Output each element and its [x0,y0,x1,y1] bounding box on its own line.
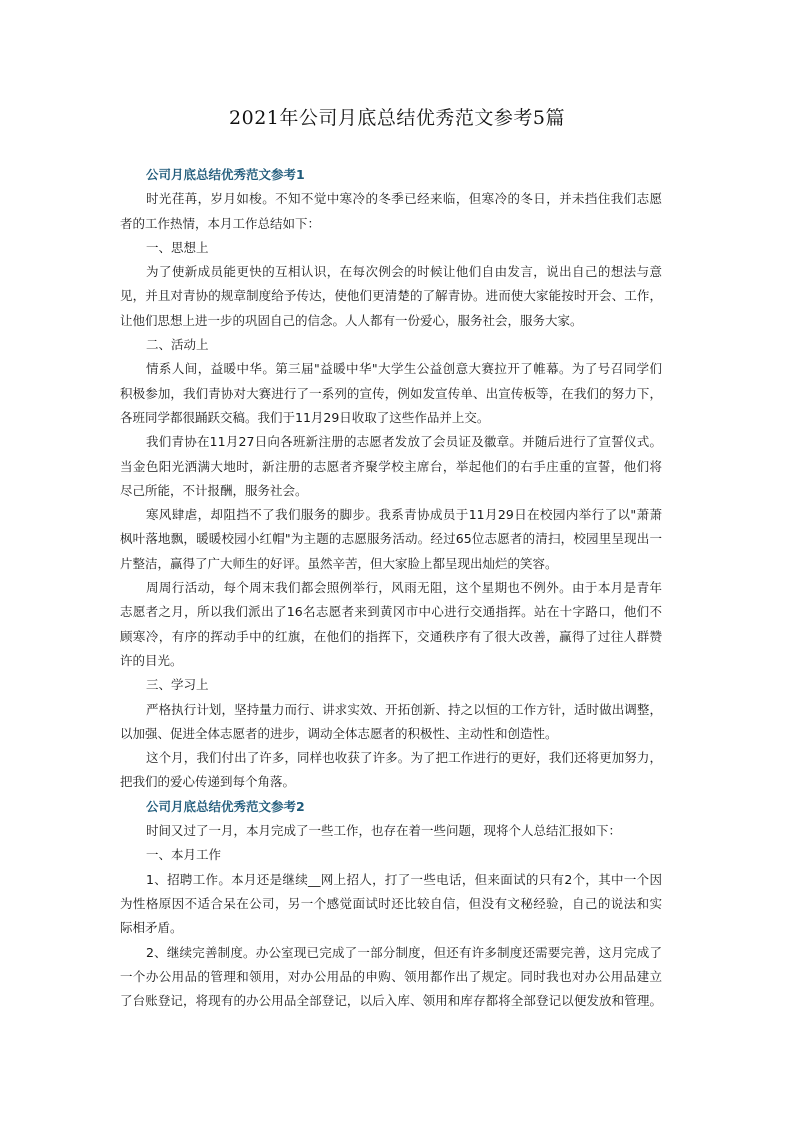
paragraph-line: 严格执行计划，坚持量力而行、讲求实效、开拓创新、持之以恒的工作方针，适时做出调整， [146,701,662,717]
paragraph-line: 当金色阳光洒满大地时，新注册的志愿者齐聚学校主席台，举起他们的右手庄重的宣誓，他们将 [120,458,662,474]
document-body [120,163,662,1013]
paragraph-line: 以加强、促进全体志愿者的进步，调动全体志愿者的积极性、主动性和创造性。 [120,725,558,741]
paragraph-line: 把我们的爱心传递到每个角落。 [120,774,296,790]
paragraph-line: 积极参加，我们青协对大赛进行了一系列的宣传，例如发宣传单、出宣传板等，在我们的努力下， [120,385,662,401]
paragraph-line: 见，并且对青协的规章制度给予传达，使他们更清楚的了解青协。进而使大家能按时开会、工作， [120,288,662,304]
section-heading: 公司月底总结优秀范文参考1 [146,167,305,182]
paragraph-line: 寒风肆虐，却阻挡不了我们服务的脚步。我系青协成员于11月29日在校园内举行了以"萧萧 [146,507,662,523]
paragraph-line: 时间又过了一月，本月完成了一些工作，也存在着一些问题，现将个人总结汇报如下： [146,823,622,839]
paragraph-line: 尽己所能，不计报酬，服务社会。 [120,482,308,498]
paragraph-line: 者的工作热情，本月工作总结如下： [120,215,321,231]
paragraph-line: 周周行活动，每个周末我们都会照例举行，风雨无阻，这个星期也不例外。由于本月是青年 [146,580,662,596]
paragraph-line: 为了使新成员能更快的互相认识，在每次例会的时候让他们自由发言，说出自己的想法与意 [146,264,662,280]
paragraph-line: 各班同学都很踊跃交稿。我们于11月29日收取了这些作品并上交。 [120,409,490,425]
document-title: 2021年公司月底总结优秀范文参考5篇 [229,107,565,129]
paragraph-line: 一、思想上 [146,239,209,255]
paragraph-line: 枫叶落地飘，暖暖校园小红帽"为主题的志愿服务活动。经过65位志愿者的清扫，校园里呈现出一 [120,531,662,547]
paragraph-line: 让他们思想上进一步的巩固自己的信念。人人都有一份爱心，服务社会，服务大家。 [120,312,583,328]
paragraph-line: 许的目光。 [120,652,183,668]
paragraph-line: 这个月，我们付出了许多，同样也收获了许多。为了把工作进行的更好，我们还将更加努力， [146,750,662,766]
paragraph-line: 片整洁，赢得了广大师生的好评。虽然辛苦，但大家脸上都呈现出灿烂的笑容。 [120,555,558,571]
paragraph-line: 一、本月工作 [146,847,222,863]
paragraph-line: 我们青协在11月27日向各班新注册的志愿者发放了会员证及徽章。并随后进行了宣誓仪式。 [146,434,662,450]
paragraph-line: 为性格原因不适合呆在公司，另一个感觉面试时还比较自信，但没有文秘经验，自己的说法和实 [120,895,662,911]
section-heading: 公司月底总结优秀范文参考2 [146,798,305,814]
paragraph-line: 2、继续完善制度。办公室现已完成了一部分制度，但还有许多制度还需要完善，这月完成了 [146,944,662,960]
paragraph-line: 三、学习上 [146,677,209,693]
paragraph-line: 时光荏苒，岁月如梭。不知不觉中寒冷的冬季已经来临，但寒冷的冬日，并未挡住我们志愿 [146,191,662,207]
paragraph-line: 顾寒冷，有序的挥动手中的红旗，在他们的指挥下，交通秩序有了很大改善，赢得了过往人群赞 [120,628,662,644]
paragraph-line: 了台账登记，将现有的办公用品全部登记，以后入库、领用和库存都将全部登记以便发放和管理。 [120,993,662,1009]
paragraph-line: 一个办公用品的管理和领用，对办公用品的申购、领用都作出了规定。同时我也对办公用品建立 [120,968,662,984]
paragraph-line: 志愿者之月，所以我们派出了16名志愿者来到黄冈市中心进行交通指挥。站在十字路口，他们不 [120,604,662,620]
paragraph-line: 二、活动上 [146,337,209,353]
paragraph-line: 1、招聘工作。本月还是继续__网上招人，打了一些电话，但来面试的只有2个，其中一个因 [146,871,662,887]
paragraph-line: 情系人间，益暖中华。第三届"益暖中华"大学生公益创意大赛拉开了帷幕。为了号召同学们 [146,361,662,377]
paragraph-line: 际相矛盾。 [120,920,183,936]
